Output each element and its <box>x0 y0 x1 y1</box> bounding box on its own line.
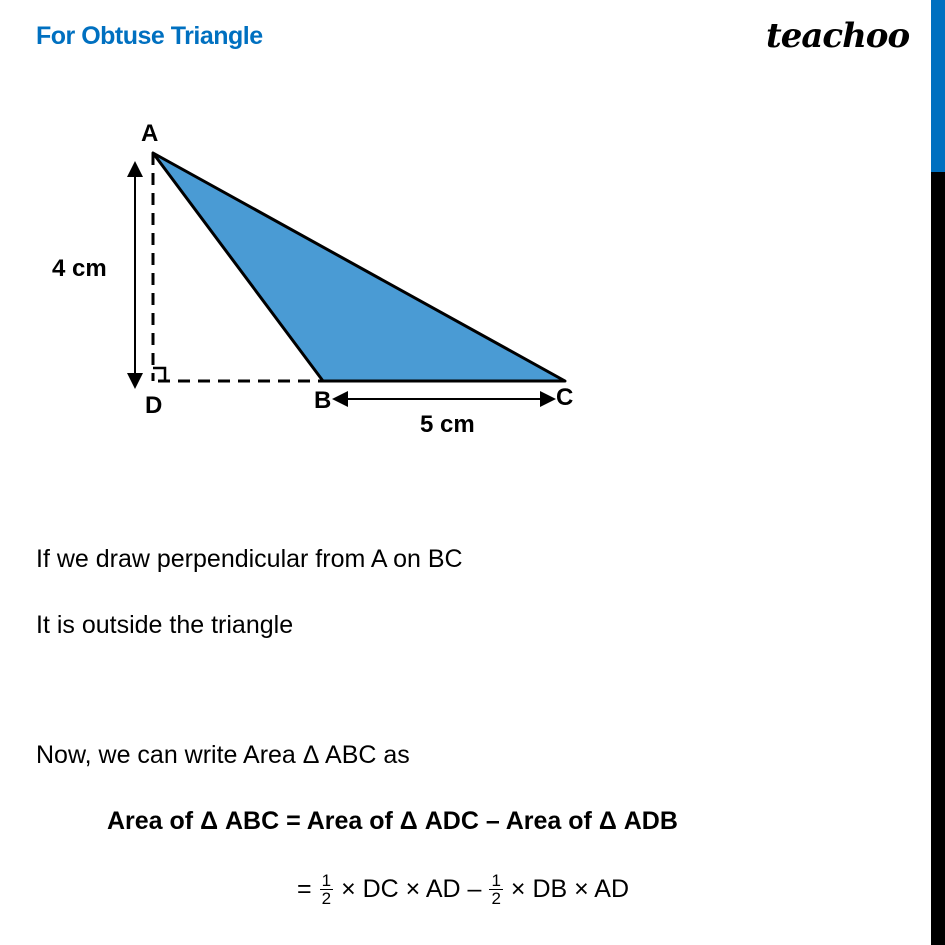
right-angle-marker <box>153 368 165 381</box>
formula-part-2: × DB × AD <box>510 875 630 903</box>
fraction-half-2 <box>489 872 502 907</box>
text-line-1: If we draw perpendicular from A on BC <box>36 545 463 573</box>
numerator: 1 <box>491 871 501 890</box>
teachoo-logo: teachoo <box>766 16 910 56</box>
page-title: For Obtuse Triangle <box>36 22 263 50</box>
denominator: 2 <box>321 889 332 908</box>
height-label: 4 cm <box>52 255 107 282</box>
vertex-label-c: C <box>556 384 574 411</box>
denominator: 2 <box>491 889 501 908</box>
vertex-label-a: A <box>141 120 159 147</box>
fraction-half-1 <box>320 872 333 907</box>
text-line-3: Now, we can write Area Δ ABC as <box>36 741 410 769</box>
formula-bold: Area of Δ ABC = Area of Δ ADC – Area of Δ ADB <box>107 807 678 835</box>
vertex-label-b: B <box>314 387 332 414</box>
equals-sign: = <box>297 875 312 903</box>
triangle-abc <box>153 153 565 381</box>
numerator: 1 <box>321 871 332 890</box>
base-label: 5 cm <box>420 411 475 438</box>
vertex-label-d: D <box>145 392 163 419</box>
formula-part-1: × DC × AD – <box>341 875 482 903</box>
formula-expression <box>297 872 629 907</box>
text-line-2: It is outside the triangle <box>36 611 294 639</box>
